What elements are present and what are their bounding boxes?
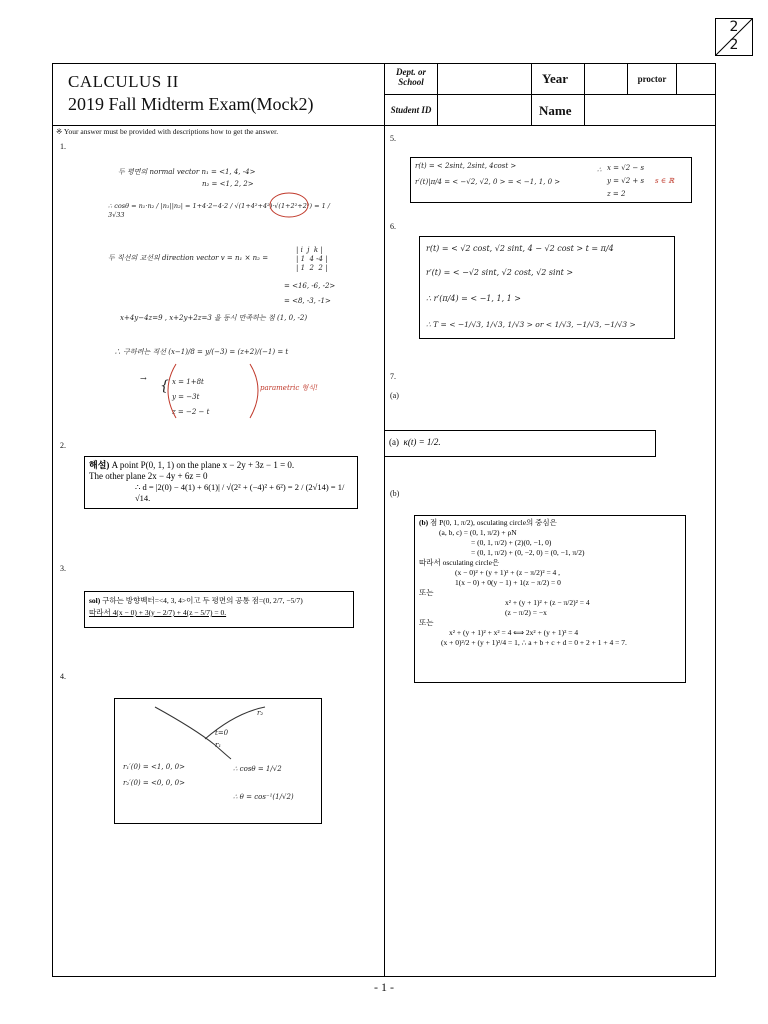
q7b-tag: (b) <box>419 518 429 527</box>
q7b-line: x² + (y + 1)² + x² = 4 ⟺ 2x² + (y + 1)² = 4 <box>449 628 579 637</box>
page-number-box <box>715 18 753 56</box>
q1-line: 두 직선의 교선의 direction vector v = n₁ × n₂ = <box>108 254 269 262</box>
q1-line: ∴ cosθ = n₁·n₂ / |n₁||n₂| = 1+4·2−4·2 / √(1+4²+4²)·√(1+2²+2²) = 1 / 3√33 <box>108 202 330 219</box>
q7b-line: (a, b, c) = (0, 1, π/2) + ρN <box>439 528 517 537</box>
q4-label-r2: r₂ <box>257 709 264 717</box>
q5-line: r′(t)|π/4 = < −√2, √2, 0 > = < −1, 1, 0 > <box>415 178 561 186</box>
q1-line: x+4y−4z=9 , x+2y+2z=3 을 동시 만족하는 점 (1, 0, -2) <box>120 314 308 322</box>
q1-arrow: → <box>140 374 147 383</box>
q7a-answer-box <box>384 430 656 457</box>
instruction-text: ※ Your answer must be provided with descriptions how to get the answer. <box>56 127 279 136</box>
q7b-line: (z − π/2) = −x <box>505 608 547 617</box>
page-number-current: 2 <box>729 19 739 35</box>
q6-handwritten-answer <box>419 236 675 339</box>
q4-label-r1: r₁ <box>215 741 222 749</box>
q1-brace: { <box>160 378 169 394</box>
q7b-line: 또는 <box>419 618 434 627</box>
q5-line: z = 2 <box>607 190 626 198</box>
q2-answer-box <box>84 456 358 509</box>
q2-line: A point P(0, 1, 1) on the plane x − 2y + 3z − 1 = 0. <box>111 460 295 470</box>
q3-line: 따라서 4(x − 0) + 3(y − 2/7) + 4(z − 5/7) = 0. <box>89 608 227 617</box>
question-number: 2. <box>60 441 66 450</box>
q4-line: r₂′(0) = <0, 0, 0> <box>123 779 185 787</box>
q5-line: x = √2 − s <box>607 164 645 172</box>
q6-line: r(t) = < √2 cost, √2 sint, 4 − √2 cost > t = π/4 <box>426 244 614 253</box>
column-divider <box>384 63 385 977</box>
q1-param-x: x = 1+8t <box>172 378 204 386</box>
q7b-answer-box <box>414 515 686 683</box>
q6-line: ∴ T = < −1/√3, 1/√3, 1/√3 > or < 1/√3, −1/√3, −1/√3 > <box>426 320 636 329</box>
q1-line: ∴ 구하려는 직선 (x−1)/8 = y/(−3) = (z+2)/(−1) = t <box>114 348 289 356</box>
q4-line: r₁′(0) = <1, 0, 0> <box>123 763 185 771</box>
q4-line: ∴ cosθ = 1/√2 <box>233 765 282 773</box>
q7b-line: 점 P(0, 1, π/2), osculating circle의 중심은 <box>430 518 557 527</box>
question-part-label: (b) <box>390 489 400 498</box>
q3-answer-box <box>84 591 354 628</box>
question-part-label: (a) <box>390 391 399 400</box>
q1-line: = <8, -3, -1> <box>284 297 331 305</box>
q4-handwritten-answer <box>114 698 322 824</box>
header-grid-line <box>384 94 716 95</box>
question-number: 1. <box>60 142 66 151</box>
q7b-line: = (0, 1, π/2) + (2)(0, −1, 0) <box>471 538 552 547</box>
question-number: 4. <box>60 672 66 681</box>
q1-cross-matrix: | i j k | | 1 4 -4 | | 1 2 2 | <box>296 246 328 272</box>
q1-param-z: z = −2 − t <box>172 408 210 416</box>
q2-tag: 해설) <box>89 460 110 470</box>
q7b-line: x² + (y + 1)² + (z − π/2)² = 4 <box>505 598 590 607</box>
q5-handwritten-answer <box>410 157 692 203</box>
q4-label-t0: t=0 <box>215 729 229 737</box>
page-number-total: 2 <box>729 37 739 53</box>
q1-line: 두 평면의 normal vector n₁ = <1, 4, -4> <box>118 168 256 176</box>
name-label: Name <box>539 103 572 118</box>
q6-line: ∴ r′(π/4) = < −1, 1, 1 > <box>426 294 521 303</box>
q7a-tag: (a) <box>389 437 399 447</box>
q7b-line: (x + 0)²/2 + (y + 1)²/4 = 1, ∴ a + b + c + d = 0 + 2 + 1 + 4 = 7. <box>441 638 627 647</box>
question-number: 6. <box>390 222 396 231</box>
q3-line: 구하는 방향벡터=<4, 3, 4>이고 두 평면의 공통 점=(0, 2/7, −5/7) <box>102 596 303 605</box>
q7b-line: 따라서 osculating circle은 <box>419 558 500 567</box>
course-title: CALCULUS II <box>68 72 179 91</box>
page-footer: - 1 - <box>374 980 394 994</box>
q5-line: r(t) = < 2sint, 2sint, 4cost > <box>415 162 517 170</box>
q1-red-bracket <box>158 360 268 422</box>
question-number: 3. <box>60 564 66 573</box>
q2-line: The other plane 2x − 4y + 6z = 0 <box>89 471 208 481</box>
q5-line: y = √2 + s <box>607 177 645 185</box>
q1-param-y: y = −3t <box>172 393 200 401</box>
q2-line: ∴ d = |2(0) − 4(1) + 6(1)| / √(2² + (−4)² + 6²) = 2 / (2√14) = 1/√14. <box>135 482 345 503</box>
header-grid-line <box>584 63 585 125</box>
q7b-line: 또는 <box>419 588 434 597</box>
q5-line: s ∈ ℝ <box>655 177 675 185</box>
question-number: 5. <box>390 134 396 143</box>
proctor-label: proctor <box>637 74 667 84</box>
q7b-line: 1(x − 0) + 0(y − 1) + 1(z − π/2) = 0 <box>455 578 561 587</box>
question-number: 7. <box>390 372 396 381</box>
q1-answer-circle <box>268 190 310 220</box>
q4-line: ∴ θ = cos⁻¹(1/√2) <box>233 793 294 801</box>
q5-therefore: ∴ <box>597 166 602 174</box>
q1-line: = <16, -6, -2> <box>284 282 336 290</box>
q1-handwritten-answer <box>100 150 340 422</box>
year-label: Year <box>542 71 568 86</box>
dept-label: Dept. or School <box>396 67 426 87</box>
header-grid-line <box>531 63 532 125</box>
q7a-equation: κ(t) = 1/2. <box>403 437 441 447</box>
header-grid-line <box>627 63 628 94</box>
q1-line: n₂ = <1, 2, 2> <box>202 180 254 188</box>
q1-note: parametric 형식! <box>260 384 318 392</box>
header-grid-line <box>437 63 438 125</box>
q7b-line: (x − 0)² + (y + 1)² + (z − π/2)² = 4 , <box>455 568 561 577</box>
student-id-label: Student ID <box>390 105 432 115</box>
q3-tag: sol) <box>89 596 101 605</box>
exam-title: 2019 Fall Midterm Exam(Mock2) <box>68 94 314 114</box>
q7b-line: = (0, 1, π/2) + (0, −2, 0) = (0, −1, π/2) <box>471 548 585 557</box>
header-grid-line <box>676 63 677 94</box>
q6-line: r′(t) = < −√2 sint, √2 cost, √2 sint > <box>426 268 574 277</box>
